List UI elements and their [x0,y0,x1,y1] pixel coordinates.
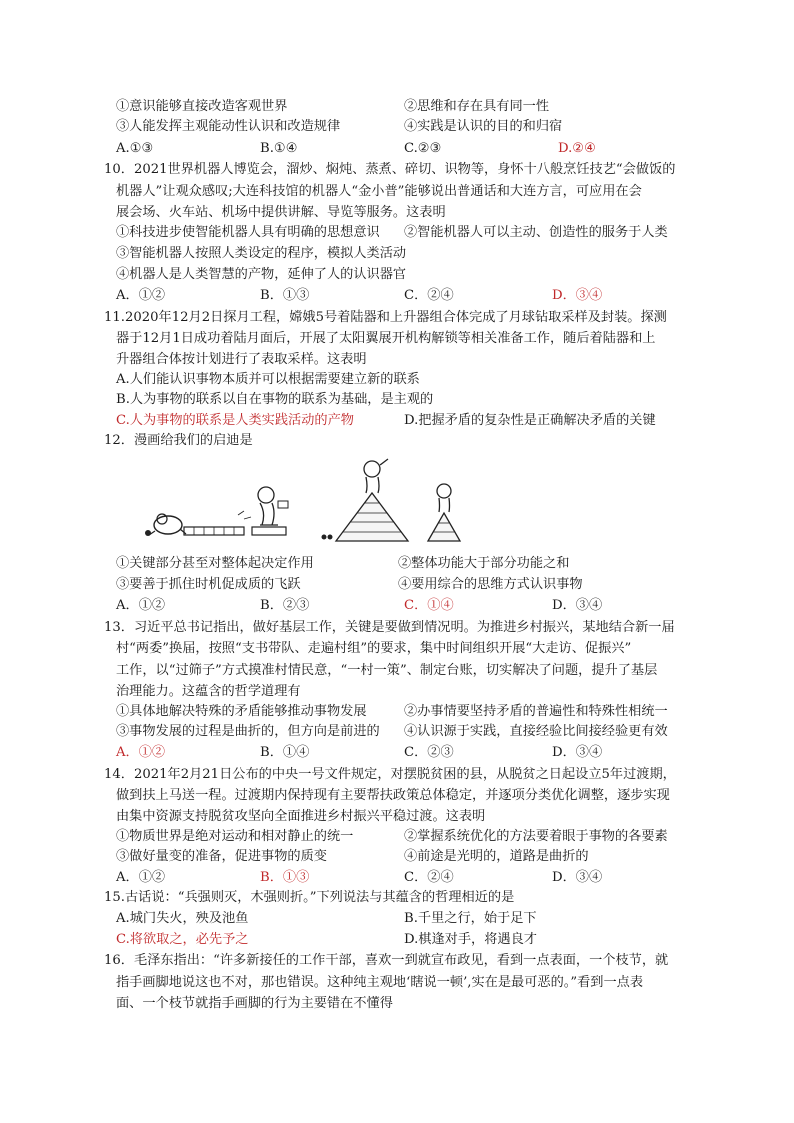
q14-choice-c: C．②④ [404,870,454,885]
q12-option-4: ④要用综合的思维方式认识事物 [398,577,583,592]
q9-option-3: ③人能发挥主观能动性认识和改造规律 [116,119,341,134]
cartoon-right-scene [322,459,461,541]
q14-choice-a: A．①② [116,870,166,885]
q15-option-b: B.千里之行，始于足下 [404,911,537,926]
q14-stem-line-1: 14．2021年2月21日公布的中央一号文件规定，对摆脱贫困的县，从脱贫之日起设立5年过渡期， [104,767,676,782]
q16-stem-line-1: 16．毛泽东指出：“许多新接任的工作干部，喜欢一到就宣布政见，看到一点表面，一个枝节，就 [104,953,669,968]
q13-stem-line-4: 治理能力。这蕴含的哲学道理有 [116,684,301,699]
cartoon-left-scene [145,487,288,536]
q14-option-4: ④前途是光明的，道路是曲折的 [404,849,589,864]
q9-choice-b: B.①④ [260,141,298,156]
q14-option-2: ②掌握系统优化的方法要着眼于事物的各要素 [404,829,668,844]
q14-choice-b-answer: B．①③ [260,870,310,885]
q13-stem-line-1: 13．习近平总书记指出，做好基层工作，关键是要做到情况明。为推进乡村振兴，某地结合新一届 [104,620,675,635]
q14-choice-d: D．③④ [552,870,603,885]
q12-choice-b: B．②③ [260,598,310,613]
q15-stem: 15.古话说：“兵强则灭，木强则折。”下列说法与其蕴含的哲理相近的是 [104,890,515,905]
q9-option-4: ④实践是认识的目的和归宿 [404,119,563,134]
q9-option-1: ①意识能够直接改造客观世界 [116,99,288,114]
q12-choice-a: A．①② [116,598,166,613]
q9-choice-d-answer: D.②④ [558,141,596,156]
cartoon-illustration [140,455,480,545]
q10-option-1: ①科技进步使智能机器人具有明确的思想意识 [116,225,380,240]
q12-stem: 12．漫画给我们的启迪是 [104,433,253,448]
q11-stem-line-2: 器于12月1日成功着陆月面后，开展了太阳翼展开机构解锁等相关准备工作，随后着陆器和上 [116,331,656,346]
q9-choice-c: C.②③ [404,141,442,156]
q14-stem-line-3: 由集中资源支持脱贫攻坚向全面推进乡村振兴平稳过渡。这表明 [116,809,486,824]
q13-option-2: ②办事情要坚持矛盾的普遍性和特殊性相统一 [404,704,668,719]
q13-option-1: ①具体地解决特殊的矛盾能够推动事物发展 [116,704,367,719]
q14-option-3: ③做好量变的准备，促进事物的质变 [116,849,327,864]
q10-choice-b: B．①③ [260,288,310,303]
q15-option-d: D.棋逢对手，将遇良才 [404,932,537,947]
q11-option-d: D.把握矛盾的复杂性是正确解决矛盾的关键 [404,413,656,428]
q13-choice-a-answer: A．①② [116,745,166,760]
q10-option-2: ②智能机器人可以主动、创造性的服务于人类 [404,225,668,240]
q16-stem-line-3: 面、一个枝节就指手画脚的行为主要错在不懂得 [116,996,393,1011]
q13-choice-c: C．②③ [404,745,454,760]
q13-stem-line-2: 村“两委”换届，按照“支书带队、走遍村组”的要求，集中时间组织开展“大走访、促振兴” [116,641,632,656]
q11-stem-line-3: 升器组合体按计划进行了表取采样。这表明 [116,352,367,367]
q12-option-3: ③要善于抓住时机促成质的飞跃 [116,577,301,592]
q10-choice-a: A．①② [116,288,166,303]
q13-stem-line-3: 工作，以“过筛子”方式摸准村情民意，“一村一策”、制定台账，切实解决了问题，提升了基层 [116,663,658,678]
q11-option-c-answer: C.人为事物的联系是人类实践活动的产物 [116,413,354,428]
q9-option-2: ②思维和存在具有同一性 [404,99,550,114]
q10-choice-c: C．②④ [404,288,454,303]
q13-option-4: ④认识源于实践，直接经验比间接经验更有效 [404,724,668,739]
q16-stem-line-2: 指手画脚地说这也不对，那也错误。这种纯主观地‘瞎说一顿’,实在是最可恶的。”看到一点表 [116,975,644,990]
q10-stem-line-1: 10．2021世界机器人博览会，溜炒、焖炖、蒸煮、碎切、识物等，身怀十八般烹饪技艺“会做饭的 [104,162,676,177]
q13-option-3: ③事物发展的过程是曲折的，但方向是前进的 [116,724,380,739]
q10-choice-d-answer: D．③④ [552,288,603,303]
q15-option-a: A.城门失火，殃及池鱼 [116,911,249,926]
q10-option-3: ③智能机器人按照人类设定的程序，模拟人类活动 [116,246,407,261]
q10-stem-line-2: 机器人”让观众感叹;大连科技馆的机器人“金小普”能够说出普通话和大连方言，可应用在会 [116,184,642,199]
q11-option-b: B.人为事物的联系以自在事物的联系为基础，是主观的 [116,392,434,407]
q13-choice-d: D．③④ [552,745,603,760]
q14-stem-line-2: 做到扶上马送一程。过渡期内保持现有主要帮扶政策总体稳定，并逐项分类优化调整，逐步实现 [116,788,670,803]
q12-option-1: ①关键部分甚至对整体起决定作用 [116,556,314,571]
q11-stem-line-1: 11.2020年12月2日探月工程，嫦娥5号着陆器和上升器组合体完成了月球钻取采样及封装。探测 [104,310,667,325]
q15-option-c-answer: C.将欲取之，必先予之 [116,932,249,947]
q14-option-1: ①物质世界是绝对运动和相对静止的统一 [116,829,354,844]
q11-option-a: A.人们能认识事物本质并可以根据需要建立新的联系 [116,372,420,387]
q10-stem-line-3: 展会场、火车站、机场中提供讲解、导览等服务。这表明 [116,205,446,220]
q12-choice-c-answer: C．①④ [404,598,454,613]
q12-option-2: ②整体功能大于部分功能之和 [398,556,570,571]
q12-choice-d: D．③④ [552,598,603,613]
q10-option-4: ④机器人是人类智慧的产物，延伸了人的认识器官 [116,267,407,282]
q13-choice-b: B．①④ [260,745,310,760]
q9-choice-a: A.①③ [116,141,154,156]
